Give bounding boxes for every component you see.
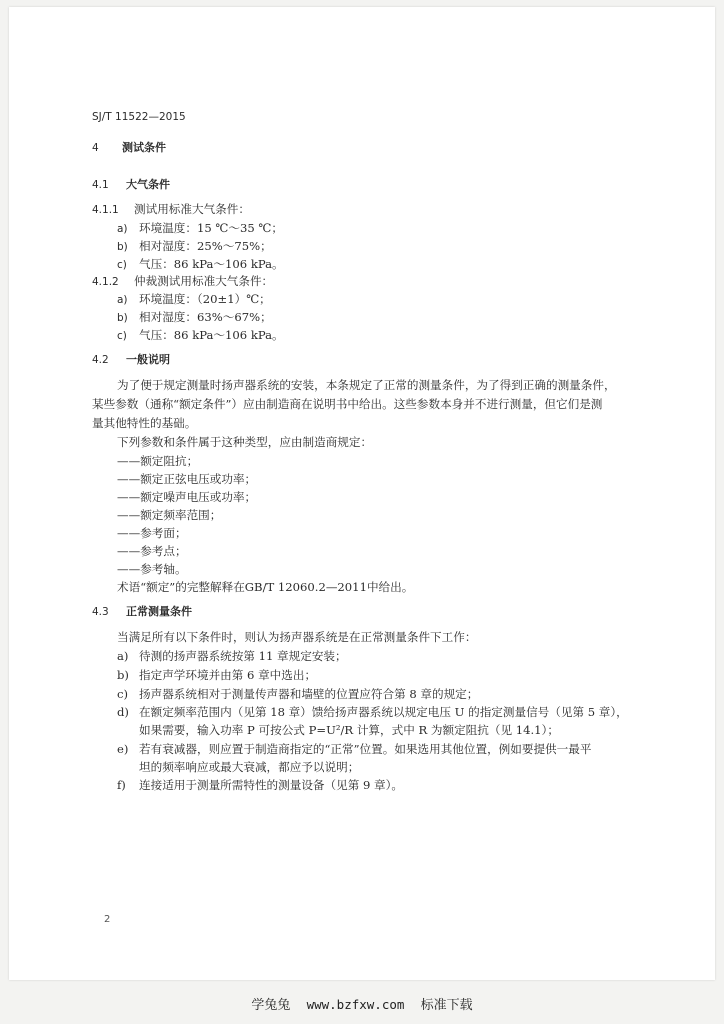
list-item: a) 环境温度：15 ℃～35 ℃； xyxy=(117,221,283,235)
list-item: 若有衰减器，则应置于制造商指定的“正常”位置。如果选用其他位置，例如要提供一最平 xyxy=(139,742,592,756)
list-item: 待测的扬声器系统按第 11 章规定安装； xyxy=(139,649,347,663)
list-marker: c) xyxy=(117,687,129,701)
list-marker: a) xyxy=(117,649,129,663)
list-item: 扬声器系统相对于测量传声器和墙壁的位置应符合第 8 章的规定； xyxy=(139,687,479,701)
paragraph-line: 下列参数和条件属于这种类型，应由制造商规定： xyxy=(117,435,373,449)
dash-item: ——额定正弦电压或功率； xyxy=(117,472,257,486)
dash-item: ——额定噪声电压或功率； xyxy=(117,490,257,504)
list-marker: e) xyxy=(117,742,129,756)
page-number: 2 xyxy=(104,914,111,925)
section-4-1-1-heading: 4.1.1 测试用标准大气条件： xyxy=(92,202,250,216)
list-item: a) 环境温度：（20±1）℃； xyxy=(117,292,271,306)
list-marker: d) xyxy=(117,705,129,719)
paragraph-line: 某些参数（通称“额定条件”）应由制造商在说明书中给出。这些参数本身并不进行测量，但它们是测 xyxy=(92,397,603,411)
dash-item: ——参考轴。 xyxy=(117,562,187,576)
dash-item: ——额定阻抗； xyxy=(117,454,199,468)
list-item: 在额定频率范围内（见第 18 章）馈给扬声器系统以规定电压 U 的指定测量信号（见第 5 章）， xyxy=(139,705,628,719)
list-item-continuation: 坦的频率响应或最大衰减，都应予以说明； xyxy=(139,760,360,774)
site-url-link[interactable]: www.bzfxw.com xyxy=(306,997,405,1012)
standard-code: SJ/T 11522—2015 xyxy=(92,111,186,123)
list-item: c) 气压：86 kPa～106 kPa。 xyxy=(117,328,284,342)
site-name: 学兔兔 xyxy=(251,998,291,1013)
section-4-3-heading: 4.3 正常测量条件 xyxy=(92,605,192,618)
list-item: b) 相对湿度：63%～67%； xyxy=(117,310,272,324)
section-4-1-heading: 4.1 大气条件 xyxy=(92,178,170,191)
paragraph-line: 量其他特性的基础。 xyxy=(92,416,197,430)
footer-slogan: 标准下载 xyxy=(420,998,473,1013)
list-item: c) 气压：86 kPa～106 kPa。 xyxy=(117,257,284,271)
section-4-heading: 4 测试条件 xyxy=(92,141,166,154)
section-4-2-heading: 4.2 一般说明 xyxy=(92,353,170,366)
list-marker: b) xyxy=(117,668,129,682)
list-item: 指定声学环境并由第 6 章中选出； xyxy=(139,668,317,682)
section-4-1-2-heading: 4.1.2 仲裁测试用标准大气条件： xyxy=(92,274,274,288)
dash-item: ——额定频率范围； xyxy=(117,508,222,522)
paragraph-line: 术语“额定”的完整解释在GB/T 12060.2—2011中给出。 xyxy=(117,580,414,594)
list-item: b) 相对湿度：25%～75%； xyxy=(117,239,272,253)
list-item: 连接适用于测量所需特性的测量设备（见第 9 章）。 xyxy=(139,778,404,792)
paragraph-line: 为了便于规定测量时扬声器系统的安装，本条规定了正常的测量条件，为了得到正确的测量条件， xyxy=(117,378,616,392)
paragraph-line: 当满足所有以下条件时，则认为扬声器系统是在正常测量条件下工作： xyxy=(117,630,477,644)
dash-item: ——参考面； xyxy=(117,526,187,540)
download-footer xyxy=(0,994,724,1013)
list-item-continuation: 如果需要，输入功率 P 可按公式 P=U²/R 计算，式中 R 为额定阻抗（见 14.1）； xyxy=(139,723,559,737)
list-marker: f) xyxy=(117,778,126,792)
dash-item: ——参考点； xyxy=(117,544,187,558)
